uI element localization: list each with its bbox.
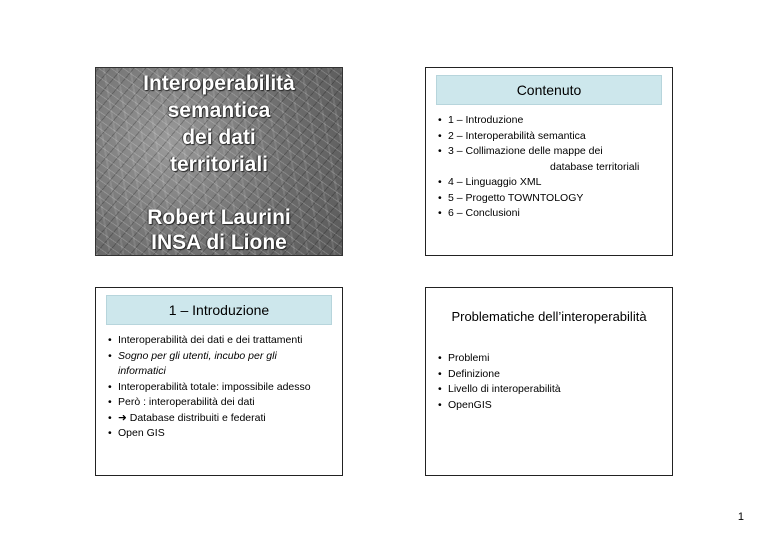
- title-line: dei dati: [182, 126, 256, 149]
- list-item: [108, 349, 311, 380]
- slide-header: [434, 301, 664, 331]
- slide-header: [436, 75, 662, 105]
- introduction-slide: [95, 287, 343, 476]
- item-continuation: database territoriali: [550, 160, 640, 173]
- list-item: • 4 – Linguaggio XML: [438, 175, 639, 191]
- list-item: • Livello di interoperabilità: [438, 382, 561, 398]
- list-item: • 5 – Progetto TOWNTOLOGY: [438, 191, 639, 207]
- list-item: [438, 144, 639, 175]
- list-item: • 2 – Interoperabilità semantica: [438, 129, 639, 145]
- list-item: • OpenGIS: [438, 398, 561, 414]
- page-number: 1: [737, 511, 744, 523]
- contents-slide: [425, 67, 673, 256]
- list-item: • Interoperabilità dei dati e dei trattamenti: [108, 333, 311, 349]
- list-item: • Definizione: [438, 367, 561, 383]
- item-text: Sogno per gli utenti, incubo per gli: [118, 349, 277, 362]
- list-item: • Interoperabilità totale: impossibile adesso: [108, 380, 311, 396]
- list-item: • 6 – Conclusioni: [438, 206, 639, 222]
- slide-header: [106, 295, 332, 325]
- header-text: Problematiche dell’interoperabilità: [451, 308, 647, 324]
- list-item: • Problemi: [438, 351, 561, 367]
- header-text: Contenuto: [516, 82, 582, 98]
- problems-slide: [425, 287, 673, 476]
- author-block: [96, 205, 342, 255]
- intro-list: [108, 333, 311, 442]
- right-arrow-icon: ➜: [118, 411, 127, 424]
- presentation-title: [96, 70, 342, 178]
- list-item: • Open GIS: [108, 426, 311, 442]
- list-item: • 1 – Introduzione: [438, 113, 639, 129]
- title-line: semantica: [167, 99, 271, 122]
- header-text: 1 – Introduzione: [168, 302, 270, 318]
- problems-list: [438, 351, 561, 413]
- author-name: Robert Laurini: [147, 206, 291, 229]
- title-slide: [95, 67, 343, 256]
- item-continuation: informatici: [118, 365, 166, 377]
- title-line: territoriali: [169, 153, 269, 176]
- author-affiliation: INSA di Lione: [151, 231, 287, 254]
- contents-list: [438, 113, 639, 222]
- list-item: • Però : interoperabilità dei dati: [108, 395, 311, 411]
- list-item: [108, 411, 311, 427]
- item-text: 3 – Collimazione delle mappe dei: [448, 145, 603, 157]
- item-text: Database distribuiti e federati: [129, 411, 266, 424]
- title-line: Interoperabilità: [143, 72, 295, 95]
